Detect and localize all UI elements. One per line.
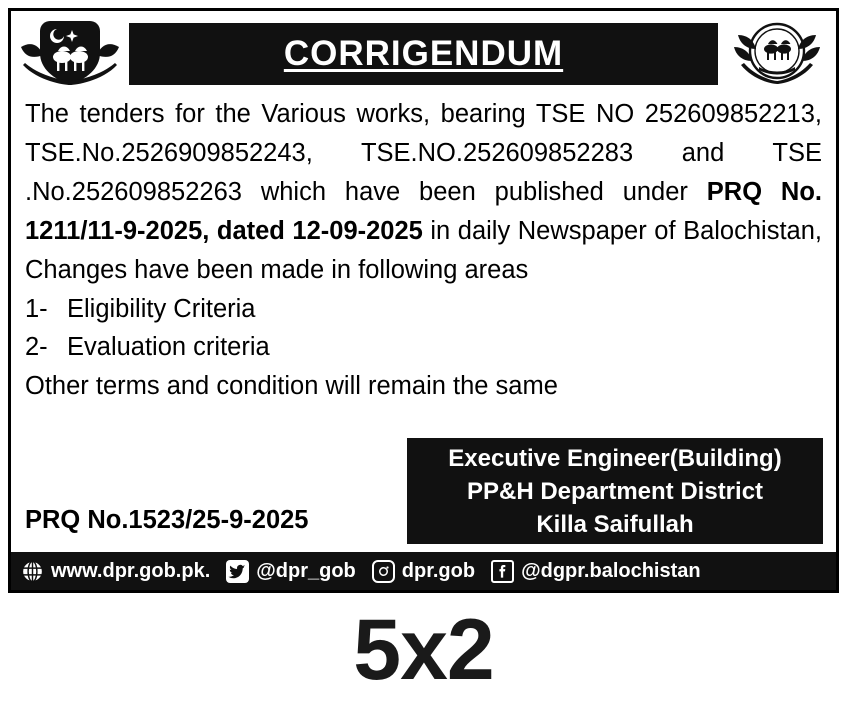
paragraph-segment-2-bold: PRQ No. 1211/11-9-2025, dated 12-09-2025 xyxy=(25,178,822,245)
ad-size-note: 5x2 xyxy=(353,602,494,698)
paragraph-segment-3: in daily Newspaper of Balochistan, Changes have been made in following areas xyxy=(25,217,822,284)
paragraph-segment-1: The tenders for the Various works, bearing TSE NO 252609852213, TSE.No.2526909852243, TSE.NO.252609852283 and TSE .No.252609852263 which have been published under xyxy=(25,100,822,206)
balochistan-government-crest xyxy=(17,17,123,91)
closing-line: Other terms and condition will remain the same xyxy=(25,372,558,400)
signature-line-3: Killa Saifullah xyxy=(536,510,694,538)
signature-line-2: PP&H Department District xyxy=(466,477,764,505)
notice-body xyxy=(11,93,836,406)
notice-header xyxy=(11,11,836,93)
footer-website-label: www.dpr.gob.pk. xyxy=(51,560,211,582)
globe-icon xyxy=(21,560,44,583)
social-footer xyxy=(11,552,836,590)
footer-twitter[interactable] xyxy=(226,560,356,583)
balochistan-government-seal xyxy=(724,17,830,91)
title-band xyxy=(129,23,718,85)
footer-facebook-label: @dgpr.balochistan xyxy=(521,560,701,582)
instagram-icon xyxy=(372,560,395,583)
list-item xyxy=(25,290,822,328)
footer-facebook[interactable] xyxy=(491,560,701,583)
list-item-label: Evaluation criteria xyxy=(67,333,270,361)
footer-website[interactable] xyxy=(21,560,210,583)
footer-instagram-label: dpr.gob xyxy=(401,560,476,582)
list-item-label: Eligibility Criteria xyxy=(67,295,256,323)
footer-twitter-label: @dpr_gob xyxy=(256,560,356,582)
signature-line-1: Executive Engineer(Building) xyxy=(448,444,782,472)
list-item xyxy=(25,328,822,366)
list-item-number: 1- xyxy=(25,295,48,323)
changed-areas-list xyxy=(25,290,822,366)
corrigendum-notice xyxy=(8,8,839,593)
twitter-bird-icon xyxy=(226,560,249,583)
footer-instagram[interactable] xyxy=(372,560,475,583)
signature-block xyxy=(407,438,823,544)
signature-row xyxy=(11,438,836,548)
list-item-number: 2- xyxy=(25,333,48,361)
page-title: CORRIGENDUM xyxy=(283,34,564,73)
prq-reference: PRQ No.1523/25-9-2025 xyxy=(25,506,309,534)
notice-paragraph xyxy=(25,95,822,290)
facebook-icon xyxy=(491,560,514,583)
